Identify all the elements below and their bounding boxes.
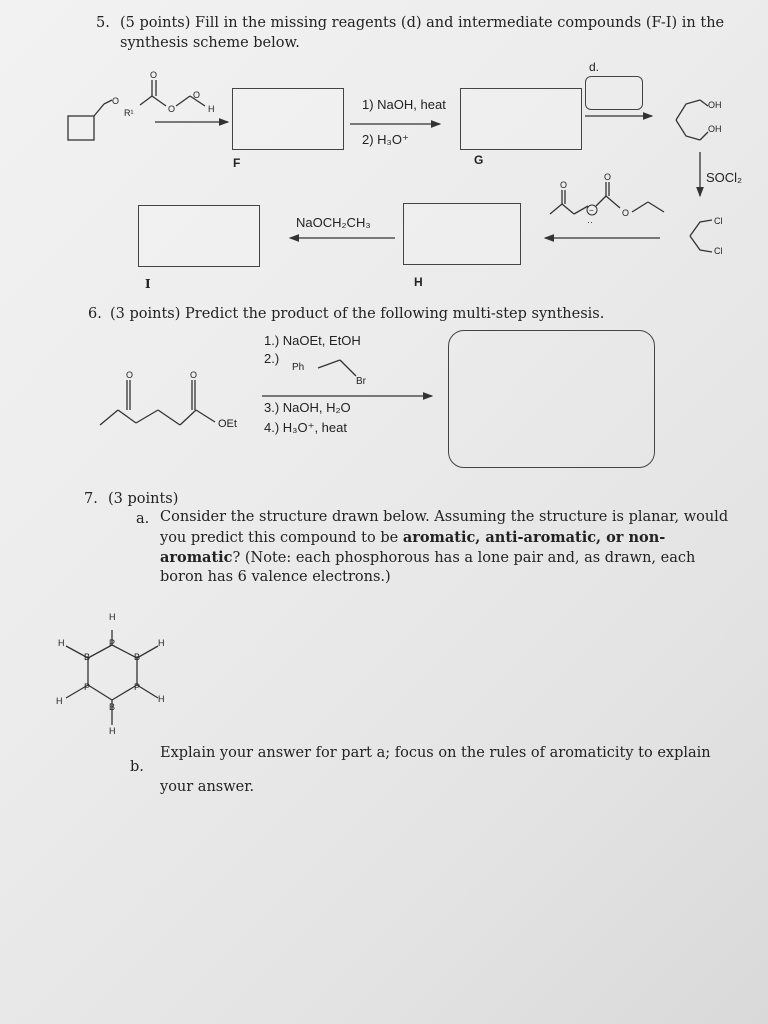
svg-text:P: P	[109, 638, 116, 648]
svg-text:H: H	[56, 696, 63, 706]
svg-text:−: −	[589, 206, 594, 215]
reagent-naoh-heat: 1) NaOH, heat	[362, 97, 446, 112]
svg-text:O: O	[622, 208, 630, 218]
svg-text:H: H	[208, 104, 215, 114]
q7-number: 7.	[84, 491, 98, 507]
q6-step4: 4.) H₃O⁺, heat	[264, 420, 347, 435]
q7b-label: b.	[130, 759, 144, 775]
svg-text:O: O	[560, 180, 568, 190]
q7a-line4: boron has 6 valence electrons.)	[160, 569, 391, 585]
oxygen-atom: O	[112, 96, 120, 106]
chlorine-1: Cl	[714, 216, 723, 226]
q7b-line2: your answer.	[160, 779, 255, 795]
svg-text:O: O	[193, 90, 201, 100]
q6-step1: 1.) NaOEt, EtOH	[264, 333, 361, 348]
label-H: H	[414, 275, 423, 289]
phenyl-group: Ph	[292, 362, 305, 373]
q7a-label: a.	[136, 511, 150, 527]
bond	[104, 100, 112, 104]
label-d: d.	[589, 60, 600, 74]
reagent-h3o: 2) H₃O⁺	[362, 132, 409, 147]
hydroxyl-1: OH	[708, 100, 722, 110]
bromine-atom: Br	[356, 376, 366, 387]
svg-text:B: B	[134, 652, 141, 662]
svg-text:H: H	[158, 694, 165, 704]
svg-text:H: H	[158, 638, 165, 648]
svg-text:O: O	[604, 172, 612, 182]
bond	[94, 104, 104, 116]
svg-text:B: B	[109, 702, 116, 712]
svg-text:O: O	[190, 370, 198, 380]
q6-prompt: (3 points) Predict the product of the following multi-step synthesis.	[110, 306, 605, 322]
svg-text:O: O	[150, 70, 158, 80]
svg-text:B: B	[84, 652, 91, 662]
label-I: I	[145, 277, 151, 291]
svg-text:··: ··	[587, 217, 593, 227]
q5-prompt-line2: synthesis scheme below.	[120, 35, 300, 51]
svg-text:H: H	[109, 612, 116, 622]
q5-number: 5.	[96, 15, 110, 31]
svg-text:P: P	[84, 682, 91, 692]
q7a-line3: aromatic? (Note: each phosphorous has a lone pair and, as drawn, each	[160, 549, 696, 566]
reagent-naoet: NaOCH₂CH₃	[296, 215, 371, 230]
q7-points: (3 points)	[108, 491, 179, 507]
q6-step2: 2.)	[264, 351, 280, 366]
hydroxyl-2: OH	[708, 124, 722, 134]
q6-step3: 3.) NaOH, H₂O	[264, 400, 351, 415]
q7a-line2: you predict this compound to be aromatic, anti-aromatic, or non-	[160, 529, 666, 546]
q7a-line1: Consider the structure drawn below. Assuming the structure is planar, would	[160, 509, 729, 525]
q5-prompt-line1: (5 points) Fill in the missing reagents (d) and intermediate compounds (F-I) in the	[120, 15, 725, 31]
svg-text:P: P	[134, 682, 141, 692]
label-G: G	[474, 153, 484, 167]
q6-number: 6.	[88, 306, 102, 322]
label-F: F	[233, 156, 241, 170]
svg-text:H: H	[109, 726, 116, 736]
svg-text:H: H	[58, 638, 65, 648]
svg-text:O: O	[126, 370, 134, 380]
svg-text:O: O	[168, 104, 176, 114]
reagent-socl2: SOCl₂	[706, 170, 743, 185]
r1-group: R¹	[124, 108, 134, 118]
q6-oet-label: OEt	[218, 418, 237, 430]
cyclobutane-ring	[68, 116, 94, 140]
chlorine-2: Cl	[714, 246, 723, 256]
q7b-line1: Explain your answer for part a; focus on the rules of aromaticity to explain	[160, 745, 711, 761]
